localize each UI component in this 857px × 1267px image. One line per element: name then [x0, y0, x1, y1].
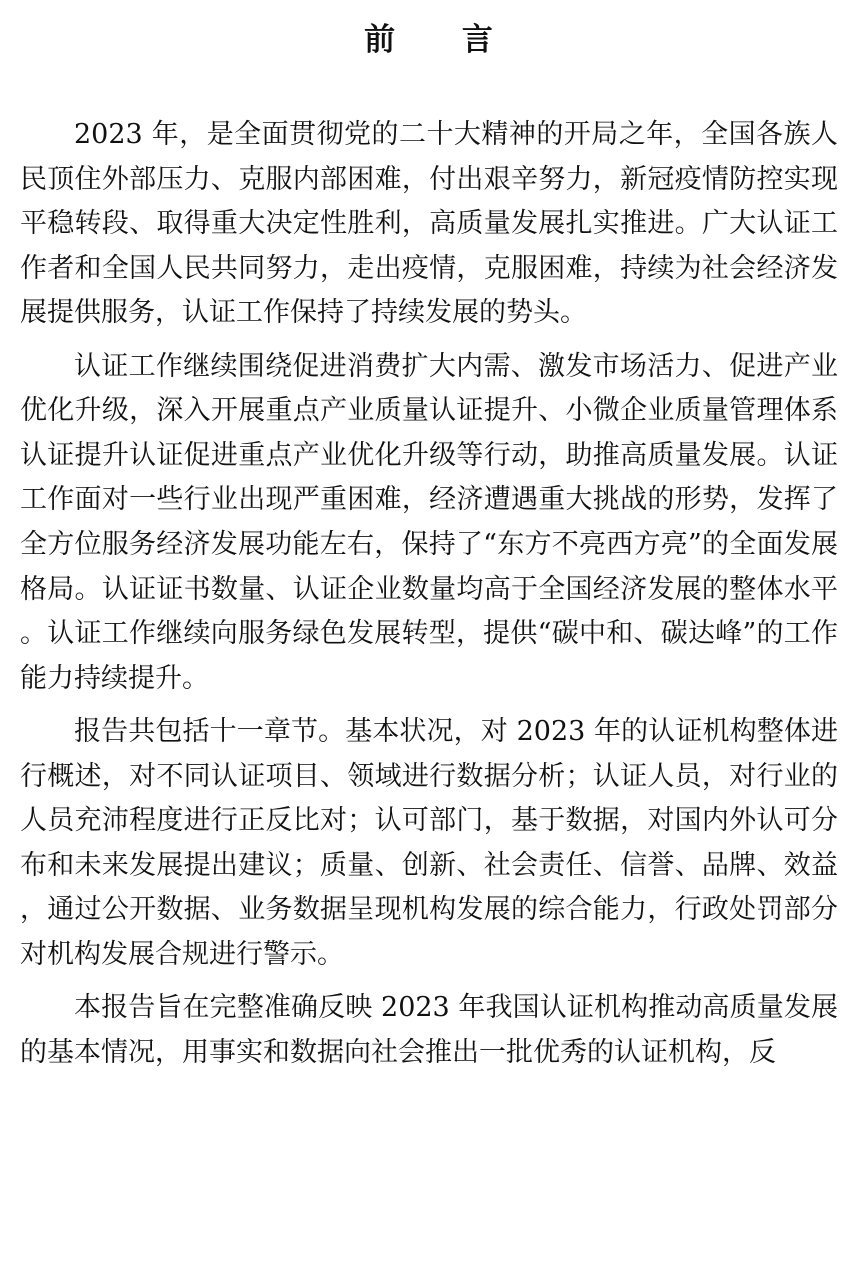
paragraph-4: 本报告旨在完整准确反映 2023 年我国认证机构推动高质量发展的基本情况，用事实和数据向社会推出一批优秀的认证机构，反: [20, 992, 838, 1068]
paragraph-1: 2023 年，是全面贯彻党的二十大精神的开局之年，全国各族人民顶住外部压力、克服内部困难，付出艰辛努力，新冠疫情防控实现平稳转段、取得重大决定性胜利，高质量发展扎实推进。广大认证工作者和全国人民共同努力，走出疫情，克服困难，持续为社会经济发展提供服务，认证工作保持了持续发展的势头。: [20, 119, 838, 329]
document-body: [20, 113, 838, 1084]
page-title: 前 言: [364, 22, 521, 58]
paragraph-3: 报告共包括十一章节。基本状况，对 2023 年的认证机构整体进行概述，对不同认证项目、领域进行数据分析；认证人员，对行业的人员充沛程度进行正反比对；认可部门，基于数据，对国内外认可分布和未来发展提出建议；质量、创新、社会责任、信誉、品牌、效益，通过公开数据、业务数据呈现机构发展的综合能力，行政处罚部分对机构发展合规进行警示。: [20, 715, 838, 970]
paragraph-2: 认证工作继续围绕促进消费扩大内需、激发市场活力、促进产业优化升级，深入开展重点产业质量认证提升、小微企业质量管理体系认证提升认证促进重点产业优化升级等行动，助推高质量发展。认证工作面对一些行业出现严重困难，经济遭遇重大挑战的形势，发挥了全方位服务经济发展功能左右，保持了“东方不亮西方亮”的全面发展格局。认证证书数量、认证企业数量均高于全国经济发展的整体水平。认证工作继续向服务绿色发展转型，提供“碳中和、碳达峰”的工作能力持续提升。: [20, 350, 838, 694]
